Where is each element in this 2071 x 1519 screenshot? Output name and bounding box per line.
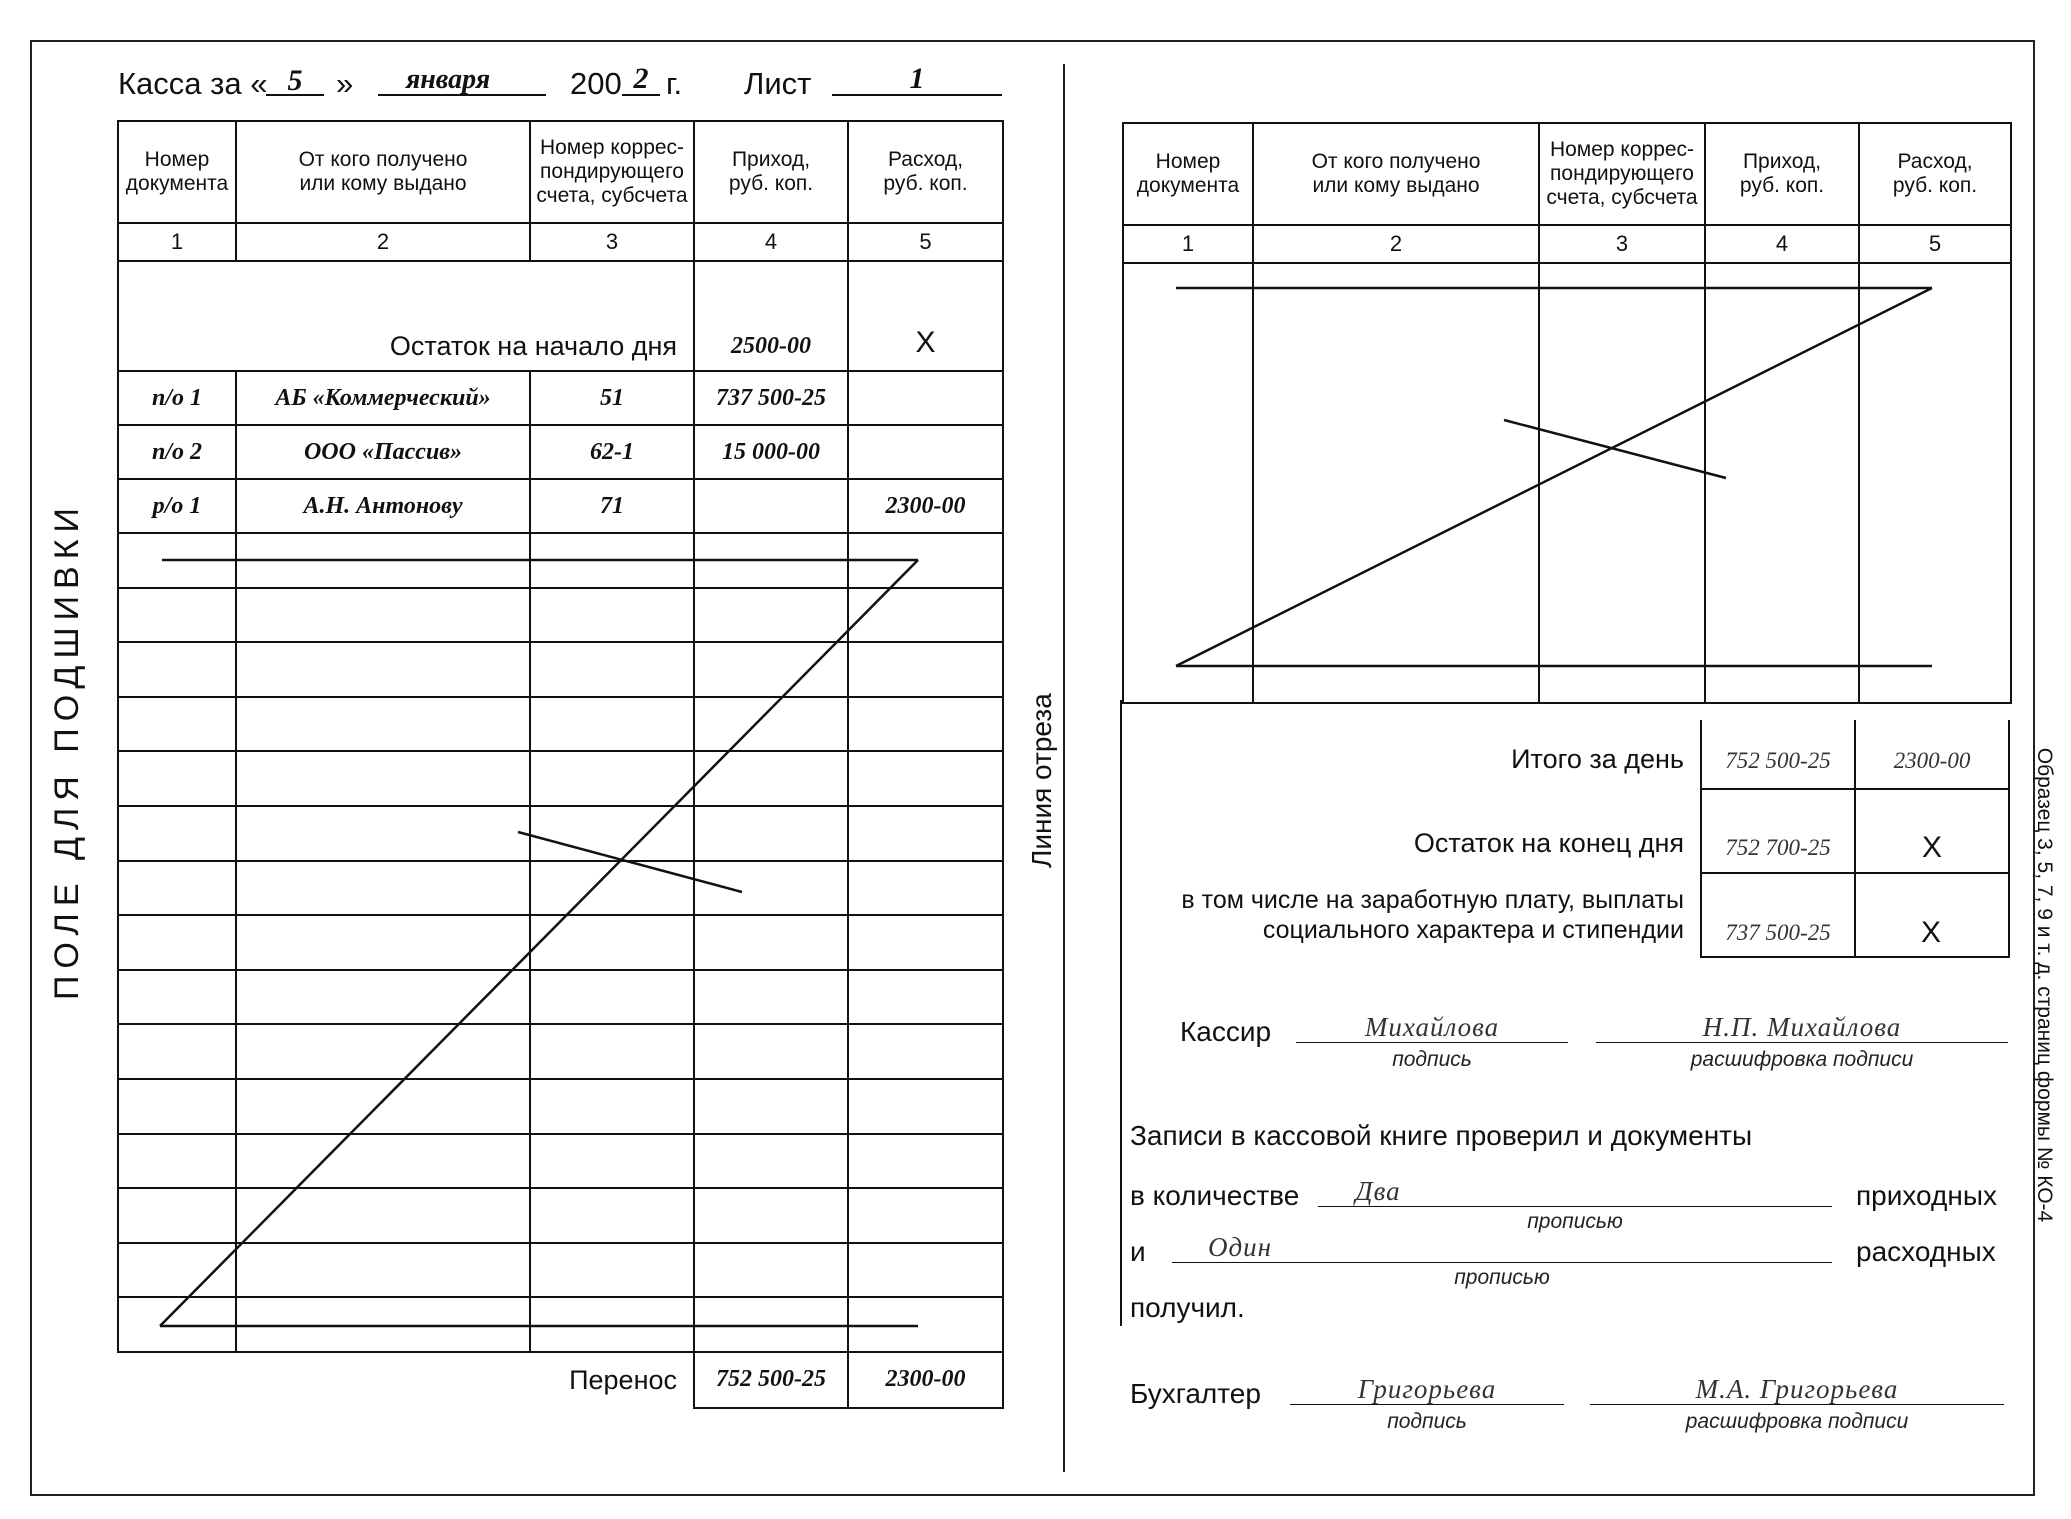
col-header-income: Приход, руб. коп. (1705, 123, 1859, 225)
row-account: 51 (530, 371, 694, 425)
closing-label: Остаток на конец дня (1413, 828, 1684, 858)
closing-income: 752 700-25 (1700, 788, 1856, 874)
qty-income-caption: прописью (1527, 1210, 1623, 1233)
expense-word: расходных (1856, 1236, 1996, 1267)
salary-label-line1: в том числе на заработную плату, выплаты (1181, 886, 1684, 914)
year-prefix: 200 (570, 66, 622, 101)
col-header-account: Номер коррес- пондирующего счета, субсчета (1539, 123, 1705, 225)
col-num-3: 3 (1539, 225, 1705, 263)
and-label: и (1130, 1236, 1146, 1267)
cashier-label: Кассир (1180, 1016, 1272, 1047)
binding-field-label: ПОЛЕ ДЛЯ ПОДШИВКИ (48, 501, 86, 1000)
carry-label: Перенос (118, 1352, 694, 1408)
year-suffix: г. (666, 66, 683, 101)
col-num-2: 2 (1253, 225, 1539, 263)
salary-expense: Х (1854, 872, 2010, 958)
col-header-account: Номер коррес- пондирующего счета, субсчета (530, 121, 694, 223)
accountant-sign-caption: подпись (1387, 1410, 1467, 1433)
check-text: Записи в кассовой книге проверил и документы (1130, 1120, 1753, 1151)
cashier-sign-caption: подпись (1392, 1048, 1472, 1071)
col-num-3: 3 (530, 223, 694, 261)
kassa-label: Касса за « (118, 66, 268, 101)
row-account: 71 (530, 479, 694, 533)
row-income: 737 500-25 (694, 371, 848, 425)
right-block-left-rule (1120, 700, 1122, 1326)
income-word: приходных (1856, 1180, 1997, 1211)
col-num-4: 4 (1705, 225, 1859, 263)
opening-balance-label: Остаток на начало дня (118, 261, 694, 371)
col-num-4: 4 (694, 223, 848, 261)
row-account: 62-1 (530, 425, 694, 479)
col-header-expense: Расход, руб. коп. (848, 121, 1003, 223)
col-num-5: 5 (1859, 225, 2011, 263)
row-party: ООО «Пассив» (236, 425, 530, 479)
day-value: 5 (287, 64, 303, 97)
cashier-name-caption: расшифровка подписи (1690, 1048, 1914, 1071)
total-expense: 2300-00 (1854, 720, 2010, 790)
col-header-doc: Номер документа (118, 121, 236, 223)
row-expense: 2300-00 (848, 479, 1003, 533)
cut-line-label: Линия отреза (1026, 693, 1057, 868)
year-digit: 2 (633, 62, 649, 95)
row-doc: п/о 1 (118, 371, 236, 425)
closing-expense: Х (1854, 788, 2010, 874)
opening-expense: Х (848, 261, 1003, 371)
row-doc: р/о 1 (118, 479, 236, 533)
accountant-label: Бухгалтер (1130, 1378, 1261, 1409)
month-value: января (405, 64, 491, 95)
col-header-party: От кого получено или кому выдано (1253, 123, 1539, 225)
col-header-party: От кого получено или кому выдано (236, 121, 530, 223)
col-header-expense: Расход, руб. коп. (1859, 123, 2011, 225)
qty-expense-caption: прописью (1454, 1266, 1550, 1289)
salary-income: 737 500-25 (1700, 872, 1856, 958)
accountant-name: М.А. Григорьева (1695, 1374, 1899, 1404)
col-header-doc: Номер документа (1123, 123, 1253, 225)
salary-label-line2: социального характера и стипендии (1262, 916, 1684, 944)
row-party: АБ «Коммерческий» (236, 371, 530, 425)
row-party: А.Н. Антонову (236, 479, 530, 533)
opening-income: 2500-00 (694, 261, 848, 371)
sample-note-text: Образец 3, 5, 7, 9 и т. д. страниц формы № КО-4 (2033, 747, 2056, 1223)
carry-expense: 2300-00 (848, 1352, 1003, 1408)
qty-label: в количестве (1130, 1180, 1300, 1211)
accountant-name-caption: расшифровка подписи (1685, 1410, 1909, 1433)
total-income: 752 500-25 (1700, 720, 1856, 790)
col-header-income: Приход, руб. коп. (694, 121, 848, 223)
quote-close: » (336, 66, 354, 101)
qty-expense-words: Один (1207, 1232, 1273, 1262)
row-income: 15 000-00 (694, 425, 848, 479)
col-num-1: 1 (118, 223, 236, 261)
sheet-label: Лист (744, 66, 812, 101)
qty-income-words: Два (1355, 1176, 1401, 1206)
carry-income: 752 500-25 (694, 1352, 848, 1408)
row-doc: п/о 2 (118, 425, 236, 479)
col-num-1: 1 (1123, 225, 1253, 263)
col-num-5: 5 (848, 223, 1003, 261)
accountant-signature: Григорьева (1357, 1374, 1497, 1404)
cashier-signature: Михайлова (1364, 1012, 1500, 1042)
received-text: получил. (1130, 1292, 1245, 1323)
cashier-name: Н.П. Михайлова (1702, 1012, 1902, 1042)
col-num-2: 2 (236, 223, 530, 261)
total-label: Итого за день (1511, 744, 1684, 774)
sheet-number: 1 (909, 62, 925, 95)
